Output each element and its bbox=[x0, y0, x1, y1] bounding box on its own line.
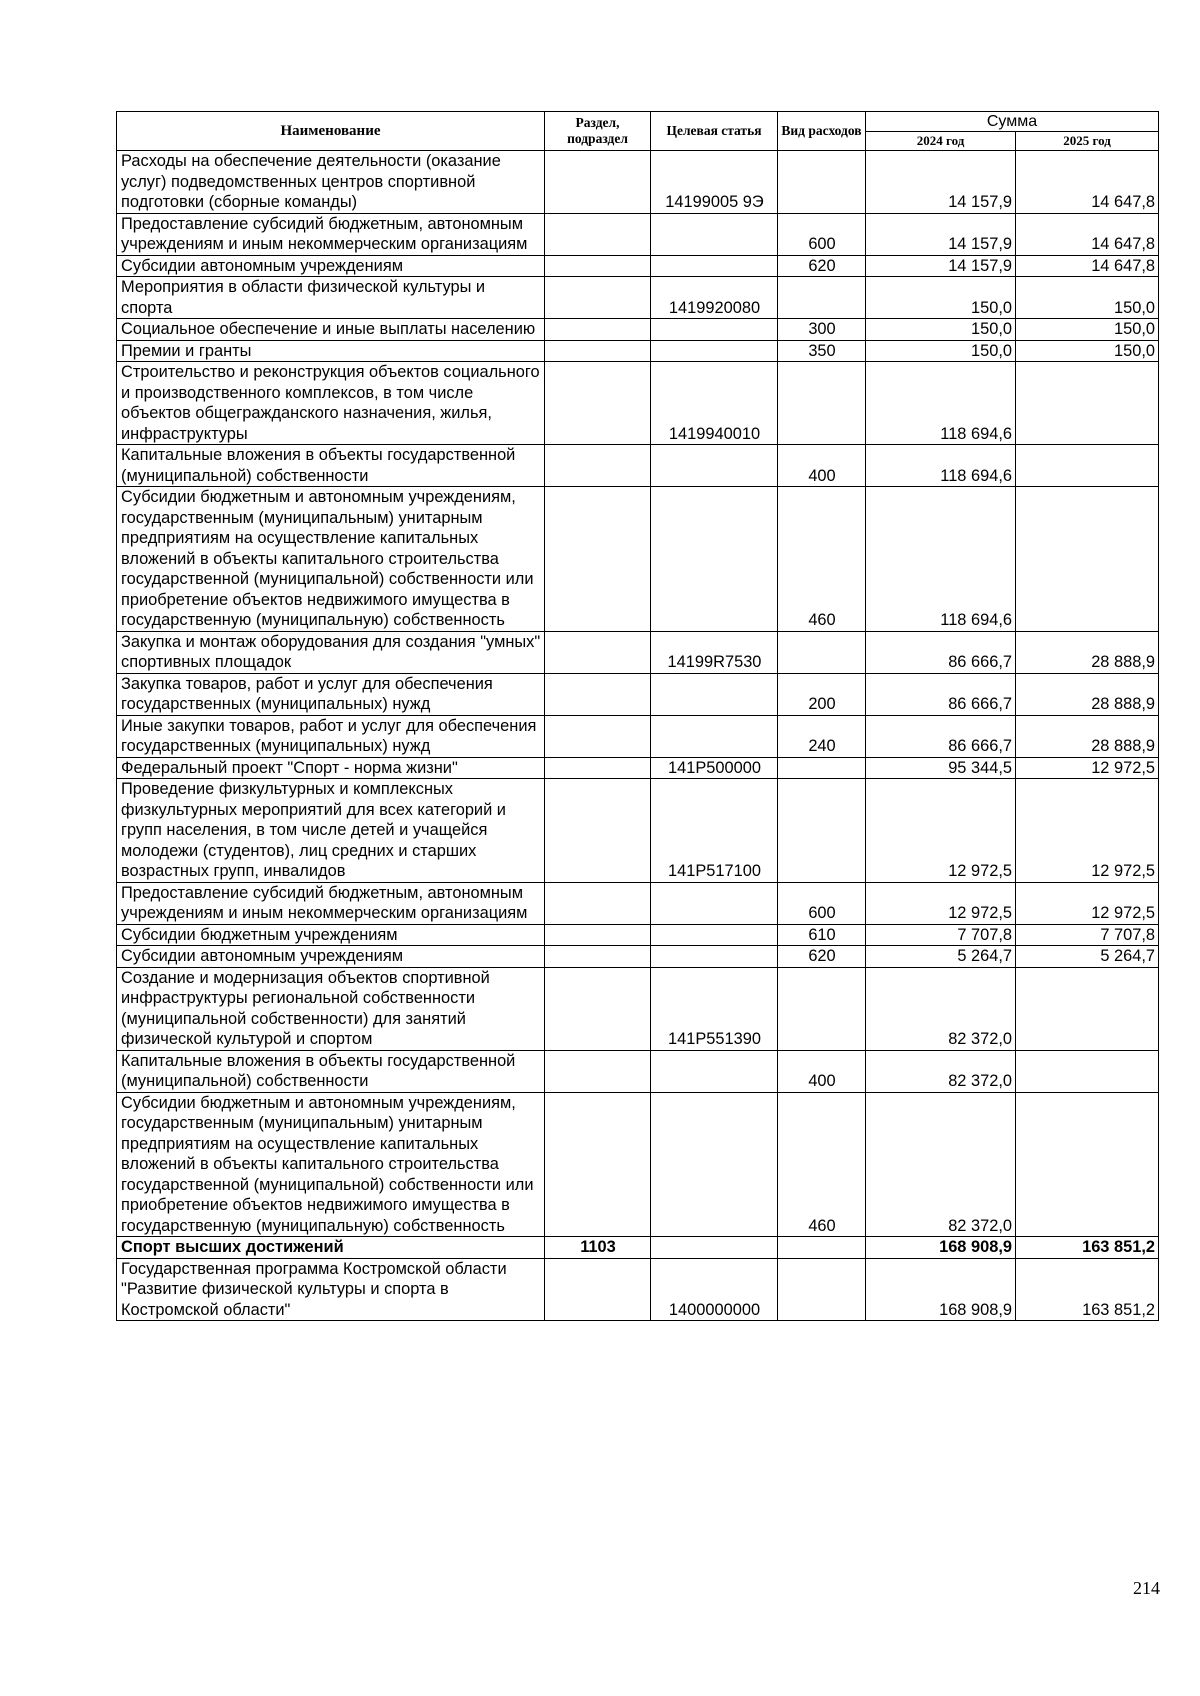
row-name: Премии и гранты bbox=[117, 340, 545, 362]
row-kind bbox=[778, 967, 866, 1050]
header-sum: Сумма bbox=[866, 112, 1159, 132]
table-row bbox=[117, 882, 1159, 924]
table-row bbox=[117, 1050, 1159, 1092]
row-value-2025: 150,0 bbox=[1016, 340, 1159, 362]
row-section bbox=[545, 715, 651, 757]
row-value-2025: 14 647,8 bbox=[1016, 151, 1159, 214]
row-article bbox=[651, 924, 778, 946]
table-row bbox=[117, 340, 1159, 362]
row-section bbox=[545, 1092, 651, 1237]
row-value-2024: 168 908,9 bbox=[866, 1237, 1016, 1259]
row-value-2025: 163 851,2 bbox=[1016, 1237, 1159, 1259]
row-article: 141P551390 bbox=[651, 967, 778, 1050]
row-section bbox=[545, 882, 651, 924]
row-value-2024: 150,0 bbox=[866, 319, 1016, 341]
row-article: 141P517100 bbox=[651, 779, 778, 883]
row-name: Субсидии автономным учреждениям bbox=[117, 255, 545, 277]
row-value-2024: 82 372,0 bbox=[866, 1050, 1016, 1092]
table-row bbox=[117, 673, 1159, 715]
row-section bbox=[545, 362, 651, 445]
row-value-2025 bbox=[1016, 1092, 1159, 1237]
row-kind bbox=[778, 1237, 866, 1259]
row-section bbox=[545, 319, 651, 341]
row-kind bbox=[778, 631, 866, 673]
budget-table bbox=[116, 111, 1159, 1321]
row-kind bbox=[778, 362, 866, 445]
row-name: Предоставление субсидий бюджетным, автономным учреждениям и иным некоммерческим организациям bbox=[117, 882, 545, 924]
row-value-2025: 150,0 bbox=[1016, 277, 1159, 319]
row-value-2025: 12 972,5 bbox=[1016, 779, 1159, 883]
row-article bbox=[651, 673, 778, 715]
table-row bbox=[117, 1258, 1159, 1321]
row-kind: 400 bbox=[778, 1050, 866, 1092]
table-row bbox=[117, 1237, 1159, 1259]
row-kind: 200 bbox=[778, 673, 866, 715]
row-value-2024: 95 344,5 bbox=[866, 757, 1016, 779]
row-value-2025: 12 972,5 bbox=[1016, 882, 1159, 924]
row-kind: 350 bbox=[778, 340, 866, 362]
table-row bbox=[117, 1092, 1159, 1237]
table-row bbox=[117, 924, 1159, 946]
row-article bbox=[651, 340, 778, 362]
row-kind: 600 bbox=[778, 213, 866, 255]
row-value-2024: 86 666,7 bbox=[866, 631, 1016, 673]
row-article bbox=[651, 946, 778, 968]
table-row bbox=[117, 779, 1159, 883]
row-article bbox=[651, 445, 778, 487]
table-row bbox=[117, 151, 1159, 214]
row-value-2024: 118 694,6 bbox=[866, 445, 1016, 487]
row-article bbox=[651, 1237, 778, 1259]
table-row bbox=[117, 362, 1159, 445]
row-name: Проведение физкультурных и комплексных физкультурных мероприятий для всех категорий и групп населения, в том числе детей и учащейся молодежи (студентов), лиц средних и старших возрастных групп, инвалидов bbox=[117, 779, 545, 883]
row-section bbox=[545, 340, 651, 362]
row-value-2025: 163 851,2 bbox=[1016, 1258, 1159, 1321]
row-value-2025: 150,0 bbox=[1016, 319, 1159, 341]
row-kind: 620 bbox=[778, 946, 866, 968]
row-value-2025 bbox=[1016, 362, 1159, 445]
row-article bbox=[651, 487, 778, 632]
row-section bbox=[545, 946, 651, 968]
row-article bbox=[651, 319, 778, 341]
row-article bbox=[651, 1050, 778, 1092]
row-value-2025: 5 264,7 bbox=[1016, 946, 1159, 968]
row-section bbox=[545, 924, 651, 946]
row-section bbox=[545, 779, 651, 883]
row-value-2024: 14 157,9 bbox=[866, 255, 1016, 277]
row-name: Капитальные вложения в объекты государственной (муниципальной) собственности bbox=[117, 1050, 545, 1092]
row-value-2024: 86 666,7 bbox=[866, 673, 1016, 715]
row-section bbox=[545, 631, 651, 673]
row-name: Субсидии бюджетным учреждениям bbox=[117, 924, 545, 946]
row-section bbox=[545, 487, 651, 632]
row-value-2025 bbox=[1016, 1050, 1159, 1092]
row-name: Капитальные вложения в объекты государственной (муниципальной) собственности bbox=[117, 445, 545, 487]
row-name: Спорт высших достижений bbox=[117, 1237, 545, 1259]
header-kind: Вид расходов bbox=[778, 112, 866, 151]
row-value-2025: 28 888,9 bbox=[1016, 631, 1159, 673]
row-name: Субсидии бюджетным и автономным учреждениям, государственным (муниципальным) унитарным предприятиям на осуществление капитальных вложений в объекты капитального строительства государственной (муниципальной) собственности или приобретение объектов недвижимого имущества в государственную (муниципальную) собственность bbox=[117, 1092, 545, 1237]
row-name: Государственная программа Костромской области "Развитие физической культуры и спорта в Костромской области" bbox=[117, 1258, 545, 1321]
row-kind bbox=[778, 757, 866, 779]
row-section bbox=[545, 1050, 651, 1092]
row-kind bbox=[778, 151, 866, 214]
row-article bbox=[651, 715, 778, 757]
row-value-2024: 7 707,8 bbox=[866, 924, 1016, 946]
table-header bbox=[117, 112, 1159, 151]
row-kind bbox=[778, 779, 866, 883]
row-name: Закупка товаров, работ и услуг для обеспечения государственных (муниципальных) нужд bbox=[117, 673, 545, 715]
row-section bbox=[545, 151, 651, 214]
table-row bbox=[117, 445, 1159, 487]
row-article: 1419940010 bbox=[651, 362, 778, 445]
row-kind: 300 bbox=[778, 319, 866, 341]
row-section bbox=[545, 277, 651, 319]
page-number: 214 bbox=[1133, 1578, 1160, 1598]
table-row bbox=[117, 255, 1159, 277]
row-value-2025: 28 888,9 bbox=[1016, 673, 1159, 715]
row-article bbox=[651, 882, 778, 924]
row-value-2024: 14 157,9 bbox=[866, 151, 1016, 214]
row-name: Социальное обеспечение и иные выплаты населению bbox=[117, 319, 545, 341]
row-value-2024: 86 666,7 bbox=[866, 715, 1016, 757]
table-row bbox=[117, 715, 1159, 757]
header-article: Целевая статья bbox=[651, 112, 778, 151]
row-kind: 460 bbox=[778, 487, 866, 632]
row-kind: 620 bbox=[778, 255, 866, 277]
row-value-2024: 82 372,0 bbox=[866, 1092, 1016, 1237]
row-section bbox=[545, 757, 651, 779]
header-name: Наименование bbox=[117, 112, 545, 151]
row-section bbox=[545, 1258, 651, 1321]
table-row bbox=[117, 757, 1159, 779]
table-row bbox=[117, 967, 1159, 1050]
table-row bbox=[117, 277, 1159, 319]
row-value-2025 bbox=[1016, 445, 1159, 487]
row-value-2024: 14 157,9 bbox=[866, 213, 1016, 255]
table-row bbox=[117, 631, 1159, 673]
row-value-2025: 7 707,8 bbox=[1016, 924, 1159, 946]
row-article: 14199005 9Э bbox=[651, 151, 778, 214]
row-kind: 460 bbox=[778, 1092, 866, 1237]
row-value-2024: 118 694,6 bbox=[866, 362, 1016, 445]
row-value-2024: 5 264,7 bbox=[866, 946, 1016, 968]
row-article bbox=[651, 213, 778, 255]
table-row bbox=[117, 946, 1159, 968]
row-value-2025: 12 972,5 bbox=[1016, 757, 1159, 779]
row-kind: 610 bbox=[778, 924, 866, 946]
row-value-2024: 12 972,5 bbox=[866, 882, 1016, 924]
row-kind: 400 bbox=[778, 445, 866, 487]
row-value-2025: 28 888,9 bbox=[1016, 715, 1159, 757]
row-value-2024: 82 372,0 bbox=[866, 967, 1016, 1050]
row-section bbox=[545, 445, 651, 487]
row-article bbox=[651, 255, 778, 277]
row-name: Предоставление субсидий бюджетным, автономным учреждениям и иным некоммерческим организациям bbox=[117, 213, 545, 255]
row-section: 1103 bbox=[545, 1237, 651, 1259]
row-name: Федеральный проект "Спорт - норма жизни" bbox=[117, 757, 545, 779]
row-value-2025 bbox=[1016, 967, 1159, 1050]
row-value-2025: 14 647,8 bbox=[1016, 255, 1159, 277]
row-name: Мероприятия в области физической культуры и спорта bbox=[117, 277, 545, 319]
row-value-2024: 150,0 bbox=[866, 277, 1016, 319]
row-value-2025 bbox=[1016, 487, 1159, 632]
row-value-2024: 168 908,9 bbox=[866, 1258, 1016, 1321]
row-kind: 240 bbox=[778, 715, 866, 757]
row-name: Создание и модернизация объектов спортивной инфраструктуры региональной собственности (муниципальной собственности) для занятий физической культурой и спортом bbox=[117, 967, 545, 1050]
header-year-2024: 2024 год bbox=[866, 132, 1016, 151]
row-name: Строительство и реконструкция объектов социального и производственного комплексов, в том числе объектов общегражданского назначения, жилья, инфраструктуры bbox=[117, 362, 545, 445]
row-name: Закупка и монтаж оборудования для создания "умных" спортивных площадок bbox=[117, 631, 545, 673]
row-article: 14199R7530 bbox=[651, 631, 778, 673]
row-section bbox=[545, 255, 651, 277]
row-name: Иные закупки товаров, работ и услуг для обеспечения государственных (муниципальных) нужд bbox=[117, 715, 545, 757]
table-row bbox=[117, 213, 1159, 255]
table-row bbox=[117, 487, 1159, 632]
row-section bbox=[545, 673, 651, 715]
row-value-2024: 12 972,5 bbox=[866, 779, 1016, 883]
row-article: 1400000000 bbox=[651, 1258, 778, 1321]
header-year-2025: 2025 год bbox=[1016, 132, 1159, 151]
row-name: Субсидии автономным учреждениям bbox=[117, 946, 545, 968]
row-name: Расходы на обеспечение деятельности (оказание услуг) подведомственных центров спортивной подготовки (сборные команды) bbox=[117, 151, 545, 214]
row-article: 1419920080 bbox=[651, 277, 778, 319]
row-article: 141P500000 bbox=[651, 757, 778, 779]
row-kind bbox=[778, 277, 866, 319]
row-value-2024: 150,0 bbox=[866, 340, 1016, 362]
header-section: Раздел, подраздел bbox=[545, 112, 651, 151]
table-row bbox=[117, 319, 1159, 341]
row-value-2024: 118 694,6 bbox=[866, 487, 1016, 632]
row-value-2025: 14 647,8 bbox=[1016, 213, 1159, 255]
row-article bbox=[651, 1092, 778, 1237]
row-kind bbox=[778, 1258, 866, 1321]
row-kind: 600 bbox=[778, 882, 866, 924]
row-section bbox=[545, 967, 651, 1050]
row-name: Субсидии бюджетным и автономным учреждениям, государственным (муниципальным) унитарным предприятиям на осуществление капитальных вложений в объекты капитального строительства государственной (муниципальной) собственности или приобретение объектов недвижимого имущества в государственную (муниципальную) собственность bbox=[117, 487, 545, 632]
table-body bbox=[117, 151, 1159, 1321]
row-section bbox=[545, 213, 651, 255]
